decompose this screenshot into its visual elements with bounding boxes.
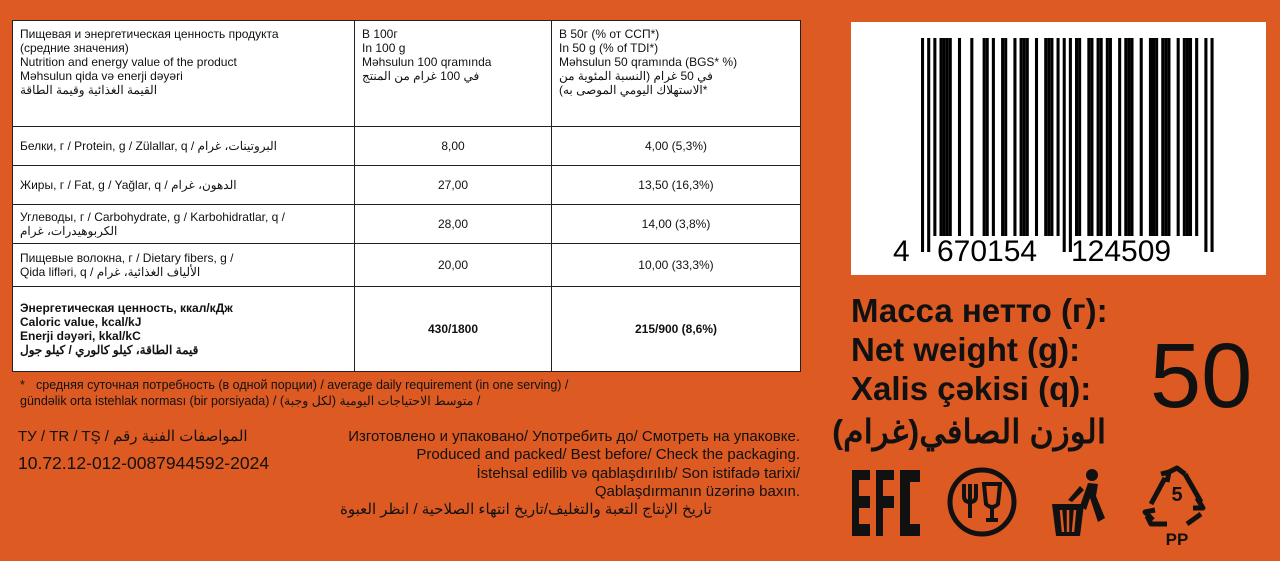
barcode-bar [992, 38, 995, 236]
production-line: تاريخ الإنتاج التعبة والتغليف/تاريخ انتهاء الصلاحية / انظر العبوة [340, 501, 712, 519]
row-value-100g: 20,00 [355, 244, 552, 287]
barcode-bar [946, 38, 949, 236]
barcode-bar [1013, 38, 1016, 236]
production-line: Produced and packed/ Best before/ Check the packaging. [416, 446, 800, 464]
row-value-100g: 28,00 [355, 205, 552, 244]
row-value-50g: 4,00 (5,3%) [552, 127, 801, 166]
barcode-bar [1183, 38, 1186, 236]
recycle-code: 5 [1171, 484, 1183, 506]
barcode-bar [1100, 38, 1103, 236]
barcode-bar [1044, 38, 1047, 236]
row-value-50g: 13,50 (16,3%) [552, 166, 801, 205]
barcode-bar [1130, 38, 1133, 236]
header-nutrition-title: Пищевая и энергетическая ценность продукта (средние значения) Nutrition and energy value of the product Məhsulun qida və enerji dəyəri القيمة الغذائية وقيمة الطاقة [13, 21, 355, 127]
barcode-bar [1177, 38, 1180, 236]
tidyman-bin-icon [1050, 466, 1108, 538]
footnote-star: * [20, 378, 25, 392]
barcode-bar [1152, 38, 1155, 236]
barcode-bar [1106, 38, 1109, 236]
barcode-bar [1097, 38, 1100, 236]
barcode-bar [970, 38, 973, 236]
barcode-bar [949, 38, 952, 236]
barcode-bar [933, 38, 936, 236]
barcode-bar [1204, 38, 1207, 252]
row-label: Углеводы, г / Carbohydrate, g / Karbohidratlar, q / الكربوهيدرات، غرام [13, 205, 355, 244]
table-row-protein [13, 127, 801, 166]
row-value-50g: 215/900 (8,6%) [552, 287, 801, 372]
row-value-50g: 10,00 (33,3%) [552, 244, 801, 287]
barcode-bar [1090, 38, 1093, 236]
barcode-bar [943, 38, 946, 236]
barcode-bar [1020, 38, 1023, 236]
net-weight-ru: Масса нетто (г): [851, 292, 1108, 329]
barcode-bar [1004, 38, 1007, 236]
barcode-bar [983, 38, 986, 236]
row-value-100g: 430/1800 [355, 287, 552, 372]
row-label: Пищевые волокна, г / Dietary fibers, g / Qida lifləri, q / الألياف الغذائية، غرام [13, 244, 355, 287]
barcode-bar [1149, 38, 1152, 236]
row-label: Жиры, г / Fat, g / Yağlar, q / الدهون، غرام [13, 166, 355, 205]
barcode-bar [1057, 38, 1060, 236]
barcode-digits-group-2: 124509 [1071, 235, 1172, 268]
standard-number: 10.72.12-012-0087944592-2024 [18, 453, 270, 473]
barcode-bar [1118, 38, 1121, 236]
row-value-100g: 27,00 [355, 166, 552, 205]
barcode-bar [921, 38, 924, 252]
nutrition-table [12, 20, 801, 372]
recycle-material: PP [1165, 530, 1189, 549]
barcode-bar [958, 38, 961, 236]
recycle-pp-icon [1141, 464, 1213, 550]
standard-label: ТУ / TR / TŞ / المواصفات الفنية رقم [18, 428, 248, 445]
barcode-bar [1075, 38, 1078, 236]
barcode-bar [1063, 38, 1066, 252]
barcode-bar [1069, 38, 1072, 252]
barcode-bar [939, 38, 942, 236]
barcode-bar [986, 38, 989, 236]
barcode-bar [1109, 38, 1112, 236]
table-row-energy [13, 287, 801, 372]
barcode-bars [851, 22, 1266, 275]
barcode-bar [1124, 38, 1127, 236]
row-value-100g: 8,00 [355, 127, 552, 166]
barcode-bar [1155, 38, 1158, 236]
barcode-bar [1035, 38, 1038, 236]
header-per-100g: В 100г In 100 g Məhsulun 100 qramında في 100 غرام من المنتج [355, 21, 552, 127]
table-row-carbohydrate [13, 205, 801, 244]
table-row-dietary-fibers [13, 244, 801, 287]
barcode-bar [1127, 38, 1130, 236]
production-line: Qablaşdırmanın üzərinə baxın. [594, 482, 800, 500]
food-safe-icon [946, 466, 1018, 538]
barcode-bar [927, 38, 930, 252]
eac-mark-icon [850, 468, 922, 538]
barcode-bar [1026, 38, 1029, 236]
row-label: Энергетическая ценность, ккал/кДж Caloric value, kcal/kJ Enerji dəyəri, kkal/kC قيمة الطاقة، كيلو كالوري / كيلو جول [13, 287, 355, 372]
header-per-50g: В 50г (% от ССП*) In 50 g (% of TDI*) Məhsulun 50 qramında (BGS* %) في 50 غرام (النسبة المئوية من *الاستهلاك اليومي الموصى به) [552, 21, 801, 127]
barcode-bar [1164, 38, 1167, 236]
barcode-bar [1195, 38, 1198, 236]
net-weight-value: 50 [1150, 325, 1253, 427]
barcode-bar [1189, 38, 1192, 236]
barcode-bar [1023, 38, 1026, 236]
net-weight-az: Xalis çəkisi (q): [851, 370, 1092, 407]
barcode-bar [1140, 38, 1143, 236]
barcode-bar [1211, 38, 1214, 252]
production-info [340, 428, 800, 519]
barcode-bar [1186, 38, 1189, 236]
table-header-row [13, 21, 801, 127]
row-value-50g: 14,00 (3,8%) [552, 205, 801, 244]
barcode-bar [1047, 38, 1050, 236]
barcode-bar [1167, 38, 1170, 236]
barcode-bar [1050, 38, 1053, 236]
barcode-digit-first: 4 [893, 235, 910, 268]
barcode-bar [1078, 38, 1081, 236]
barcode [851, 22, 1266, 275]
production-line: Изготовлено и упаковано/ Употребить до/ Смотреть на упаковке. [348, 428, 800, 445]
barcode-bar [1161, 38, 1164, 236]
footnote-line-2: gündəlik orta istehlak norması (bir porsiyada) / متوسط الاحتياجات اليومية (لكل وجبة) / [20, 394, 481, 408]
barcode-digits-group-1: 670154 [937, 235, 1038, 268]
barcode-bar [1087, 38, 1090, 236]
row-label: Белки, г / Protein, g / Zülallar, q / البروتينات، غرام [13, 127, 355, 166]
net-weight-en: Net weight (g): [851, 331, 1081, 368]
barcode-bar [1001, 38, 1004, 236]
production-line: İstehsal edilib və qablaşdırılıb/ Son istifadə tarixi/ [476, 464, 800, 482]
table-row-fat [13, 166, 801, 205]
footnote-line-1: средняя суточная потребность (в одной порции) / average daily requirement (in one serving) / [36, 378, 569, 392]
net-weight-ar: الوزن الصافي(غرام) [832, 413, 1106, 450]
